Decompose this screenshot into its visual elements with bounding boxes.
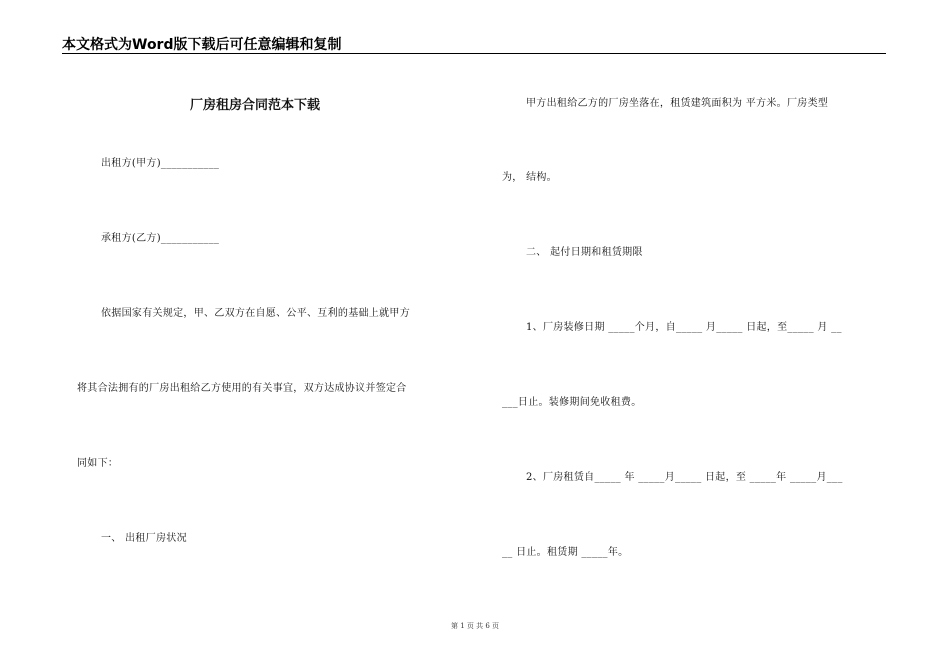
premises-paragraph-line-1: 甲方出租给乙方的厂房坐落在，租赁建筑面积为 平方米。厂房类型 — [526, 98, 829, 109]
lease-term-clause-line-1: 2、厂房租赁自_____ 年 _____月_____ 日起，至 _____年 _____月___ — [526, 472, 843, 483]
section-heading-1: 一、 出租厂房状况 — [101, 533, 187, 544]
intro-paragraph-line-3: 同如下： — [77, 458, 119, 469]
banner-divider — [62, 53, 886, 54]
renovation-clause-line-1: 1、厂房装修日期 _____个月，自_____ 月_____ 日起，至_____ 月 __ — [526, 322, 842, 333]
premises-paragraph-line-2: 为， 结构。 — [502, 172, 557, 183]
intro-paragraph-line-1: 依据国家有关规定，甲、乙双方在自愿、公平、互利的基础上就甲方 — [101, 308, 410, 319]
lessee-line: 承租方(乙方)___________ — [101, 233, 220, 244]
intro-paragraph-line-2: 将其合法拥有的厂房出租给乙方使用的有关事宜，双方达成协议并签定合 — [77, 383, 407, 394]
section-heading-2: 二、 起付日期和租赁期限 — [526, 247, 643, 258]
page-number: 第 1 页 共 6 页 — [450, 622, 500, 630]
download-banner: 本文格式为Word版下载后可任意编辑和复制 — [62, 37, 342, 53]
lessor-line: 出租方(甲方)___________ — [101, 158, 220, 169]
renovation-clause-line-2: ___日止。装修期间免收租费。 — [502, 397, 642, 408]
lease-term-clause-line-2: __ 日止。租赁期 _____年。 — [502, 547, 629, 558]
document-title: 厂房租房合同范本下载 — [190, 98, 321, 113]
